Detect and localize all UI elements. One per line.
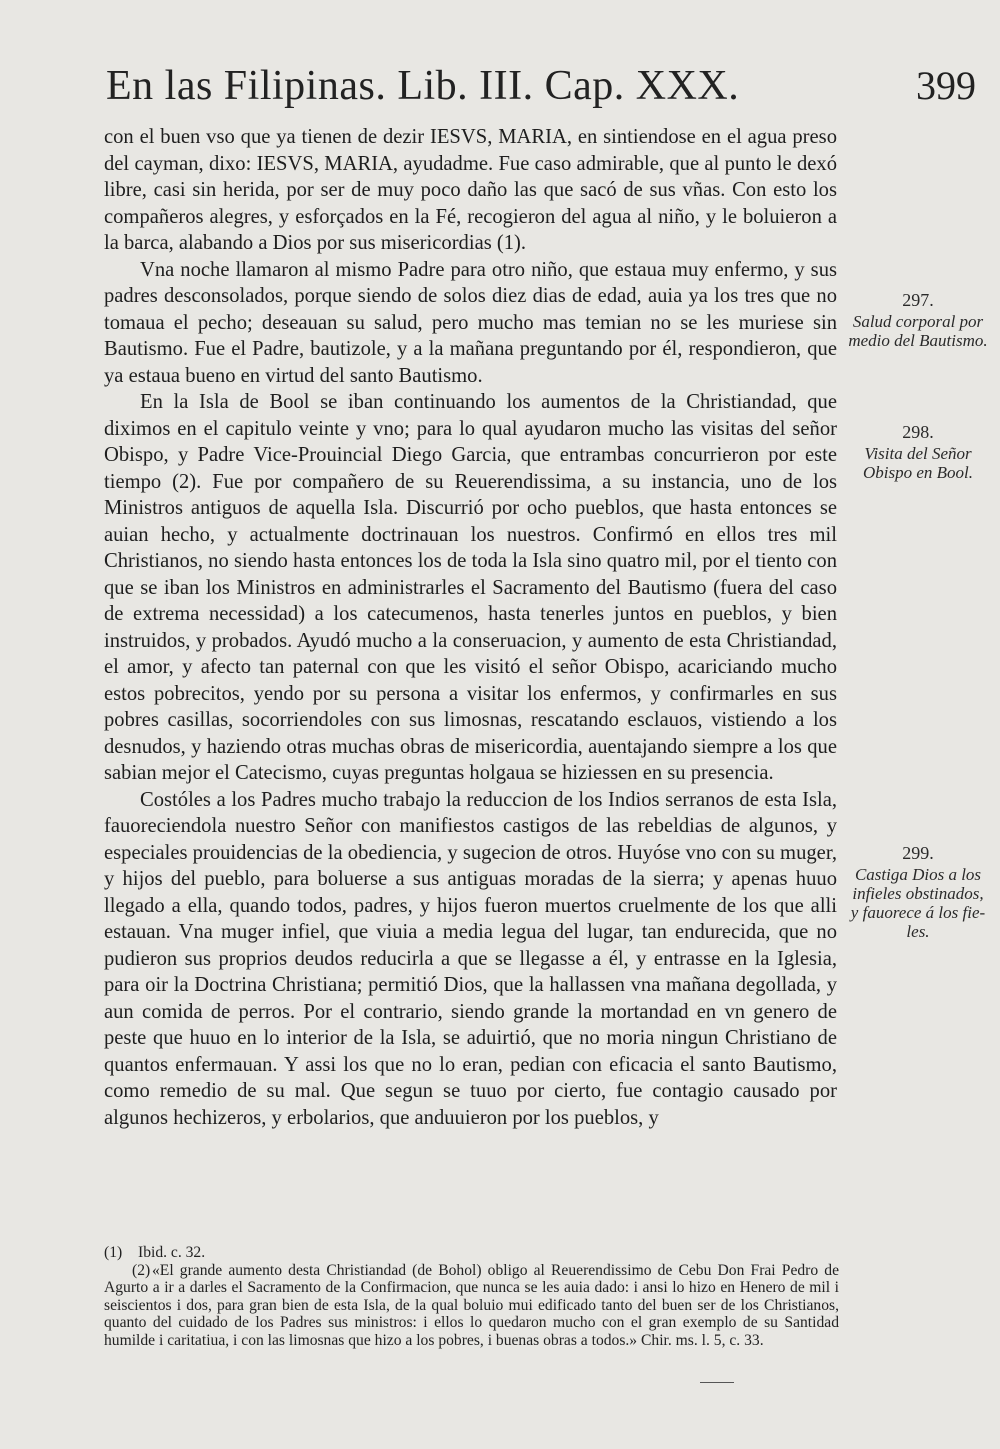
running-title: En las Filipinas. Lib. III. Cap. XXX. xyxy=(106,63,740,109)
paragraph: Costóles a los Padres mucho trabajo la reduccion de los Indios serranos de esta Isla, fauoreciendola nuestro Señor con manifiestos castigos de las rebeldias de algunos, y especiales prouidencias de la obediencia, y sugecion de otros. Huyóse vno con su muger, y hijos del pueblo, para boluerse a sus antiguas moradas de la sierra; y apenas huuo llegado a ella, quando todos, padres, y hijos fueron muertos cruelmente de los que alli estauan. Vna muger infiel, que viuia a media legua del lugar, tan endurecida, que no pudieron sus proprios deudos reducirla a que se llegasse a él, y entrasse en la Iglesia, para oir la Doctrina Christiana; permitió Dios, que la hallassen vna mañana degollada, y aun comida de perros. Por el contrario, siendo grande la mortandad en vn genero de peste que huuo en lo interior de la Isla, se aduirtió, que no moria ningun Christiano de quantos enfermauan. Y assi los que no lo eran, pedian con eficacia el santo Bautismo, como remedio de su mal. Que segun se tuuo por cierto, fue contagio causado por algunos hechizeros, y erbolarios, que anduuieron por los pueblos, y xyxy=(104,788,837,1129)
marginal-number: 297. xyxy=(902,290,934,310)
running-head xyxy=(106,62,976,122)
bottom-rule xyxy=(700,1382,734,1383)
main-text xyxy=(104,124,837,1131)
paragraph: En la Isla de Bool se iban continuando los aumentos de la Christiandad, que diximos en el capitulo veinte y vno; para lo qual ayudaron mucho las visitas del señor Obispo, y Padre Vice-Prouincial Diego Garcia, que entrambas concurrieron por este tiempo (2). Fue por compañero de su Reuerendissima, a su instancia, uno de los Ministros antiguos de aquella Isla. Discurrió por ocho pueblos, que hasta entonces se auian hecho, y actualmente doctrinauan los nuestros. Confirmó en ellos tres mil Christianos, no siendo hasta entonces los de toda la Isla sino quatro mil, por el tiento con que se iban los Ministros en administrarles el Sacramento del Bautismo (fuera del caso de extrema necessidad) a los catecumenos, hasta tenerles juntos en pueblos, y bien instruidos, y probados. Ayudó mucho a la conseruacion, y aumento de esta Christiandad, el amor, y afecto tan paternal con que les visitó el señor Obispo, acariciando mucho estos pobrecitos, yendo por su persona a visitar los enfermos, y confirmarles en sus pobres casillas, socorriendoles con sus limosnas, rescatando esclauos, vistiendo a los desnudos, y haziendo otras muchas obras de misericordia, auentajando siempre a los que sabian mejor el Catecismo, cuyas preguntas holgaua se hiziessen en su presencia. xyxy=(104,391,837,784)
marginal-gloss: Castiga Dios a los infieles obstinados, y fauorece á los fieles. xyxy=(850,865,986,941)
marginal-gloss: Salud corporal por medio del Bautismo. xyxy=(848,312,988,350)
marginal-number: 298. xyxy=(902,422,934,442)
marginal-note-299 xyxy=(848,844,988,941)
footnote-label: (2) xyxy=(132,1261,151,1279)
marginal-note-297 xyxy=(848,291,988,350)
footnote-label: (1) xyxy=(104,1244,123,1261)
paragraph: con el buen vso que ya tienen de dezir IESVS, MARIA, en sintiendose en el agua preso del cayman, dixo: IESVS, MARIA, ayudadme. Fue caso admirable, que al punto le dexó libre, casi sin herida, por ser de muy poco daño las que sacó de sus vñas. Con esto los compañeros alegres, y esforçados en la Fé, recogieron del agua al niño, y le boluieron a la barca, alabando a Dios por sus misericordias (1). xyxy=(104,126,837,254)
footnote-text: «El grande aumento desta Christiandad (de Bohol) obligo al Reuerendissimo de Cebu Don Frai Pedro de Agurto a ir a darles el Sacramento de la Confirmacion, que nunca se les auia dado: i ansi lo hizo en Henero de mil i seiscientos i dos, para gran bien de esta Isla, de la qual boluio mui edificado tanto del buen ser de los Christianos, quanto del cuidado de los Padres sus ministros: i ellos lo quedaron mucho con el gran exemplo de su Santidad humilde i caritatiua, i con las limosnas que hizo a los pobres, i buenas obras a todos.» Chir. ms. l. 5, c. 33. xyxy=(104,1261,839,1349)
footnote-1 xyxy=(104,1244,839,1262)
marginal-number: 299. xyxy=(902,843,934,863)
footnote-text: Ibid. c. 32. xyxy=(138,1244,206,1261)
page-number: 399 xyxy=(916,63,976,108)
marginal-note-298 xyxy=(848,423,988,482)
paragraph: Vna noche llamaron al mismo Padre para otro niño, que estaua muy enfermo, y sus padres desconsolados, porque siendo de solos diez dias de edad, auia ya los tres que no tomaua el pecho; deseauan su salud, pero mucho mas temian no se les muriese sin Bautismo. Fue el Padre, bautizole, y a la mañana preguntando por él, respondieron, que ya estaua bueno en virtud del santo Bautismo. xyxy=(104,258,837,387)
footnotes xyxy=(104,1244,839,1349)
marginal-gloss: Visita del Señor Obispo en Bool. xyxy=(862,444,974,482)
footnote-2 xyxy=(104,1262,839,1350)
